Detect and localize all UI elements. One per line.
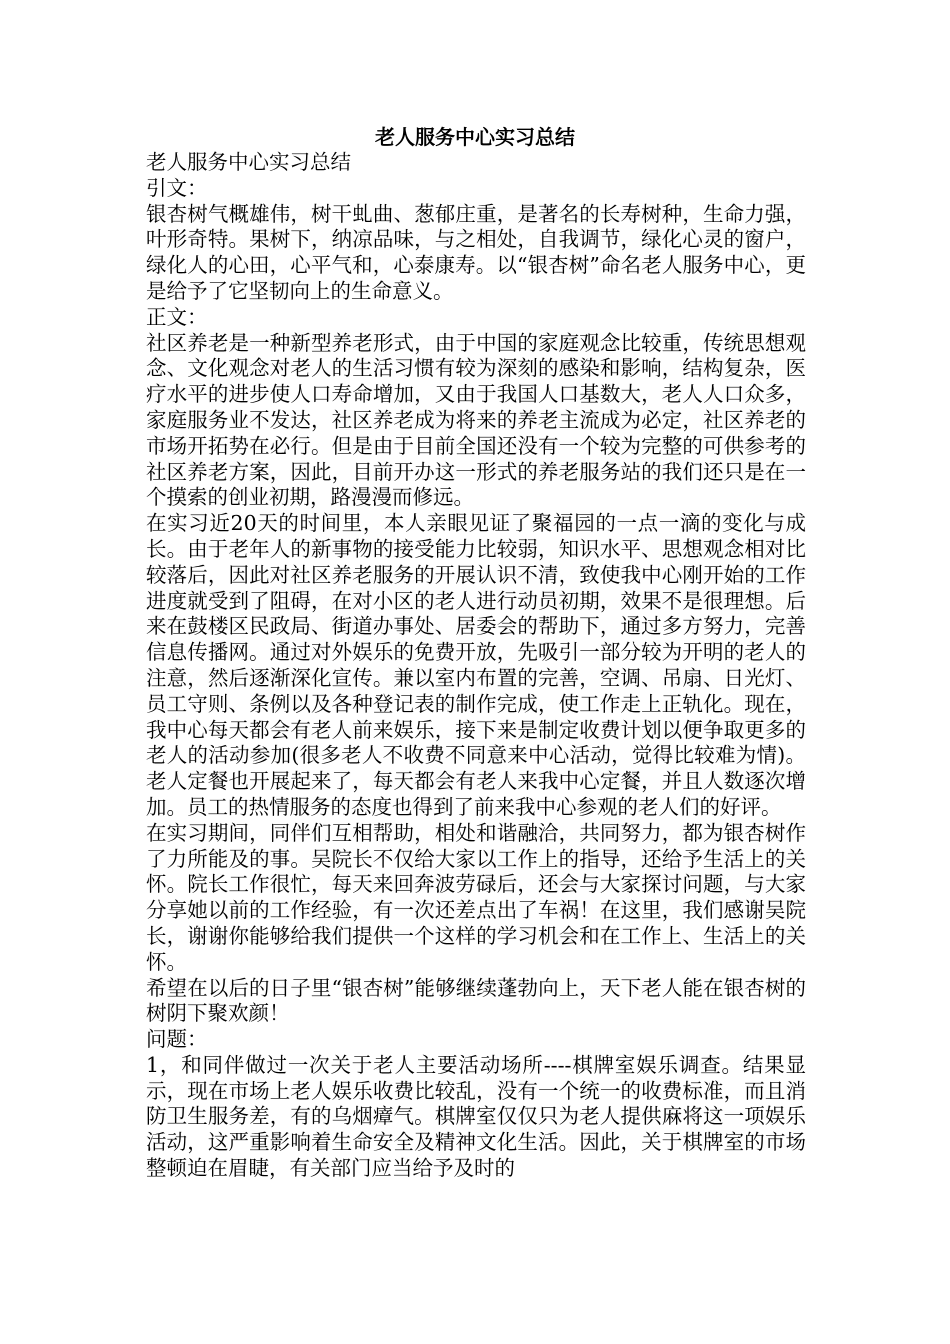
section-heading-intro: 引文： <box>146 175 208 200</box>
section-heading-main: 正文： <box>146 304 208 329</box>
paragraph-intro: 银杏树气概雄伟，树干虬曲、葱郁庄重，是著名的长寿树种，生命力强，叶形奇特。果树下，纳凉品味，与之相处，自我调节，绿化心灵的窗户，绿化人的心田，心平气和，心泰康寿。以“银杏树”命名老人服务中心，更是给予了它坚韧向上的生命意义。 <box>146 201 806 303</box>
paragraph-internship-experience: 在实习近20天的时间里，本人亲眼见证了聚福园的一点一滴的变化与成长。由于老年人的新事物的接受能力比较弱，知识水平、思想观念相对比较落后，因此对社区养老服务的开展认识不清，致使我中心刚开始的工作进度就受到了阻碍，在对小区的老人进行动员初期，效果不是很理想。后来在鼓楼区民政局、街道办事处、居委会的帮助下，通过多方努力，完善信息传播网。通过对外娱乐的免费开放，先吸引一部分较为开明的老人的注意，然后逐渐深化宣传。兼以室内布置的完善，空调、吊扇、日光灯、员工守则、条例以及各种登记表的制作完成，使工作走上正轨化。现在，我中心每天都会有老人前来娱乐，接下来是制定收费计划以便争取更多的老人的活动参加(很多老人不收费不同意来中心活动，觉得比较难为情)。老人定餐也开展起来了，每天都会有老人来我中心定餐，并且人数逐次增加。员工的热情服务的态度也得到了前来我中心参观的老人们的好评。 <box>146 511 806 819</box>
subtitle-line: 老人服务中心实习总结 <box>146 150 351 174</box>
document-body <box>146 150 806 1182</box>
paragraph-problem-1: 1，和同伴做过一次关于老人主要活动场所----棋牌室娱乐调查。结果显示，现在市场上老人娱乐收费比较乱，没有一个统一的收费标准，而且消防卫生服务差，有的乌烟瘴气。棋牌室仅仅只为老人提供麻将这一项娱乐活动，这严重影响着生命安全及精神文化生活。因此，关于棋牌室的市场整顿迫在眉睫，有关部门应当给予及时的 <box>146 1052 806 1181</box>
paragraph-teamwork: 在实习期间，同伴们互相帮助，相处和谐融洽，共同努力，都为银杏树作了力所能及的事。吴院长不仅给大家以工作上的指导，还给予生活上的关怀。院长工作很忙，每天来回奔波劳碌后，还会与大家探讨问题，与大家分享她以前的工作经验，有一次还差点出了车祸！在这里，我们感谢吴院长，谢谢你能够给我们提供一个这样的学习机会和在工作上、生活上的关怀。 <box>146 820 806 974</box>
paragraph-hope: 希望在以后的日子里“银杏树”能够继续蓬勃向上，天下老人能在银杏树的树阴下聚欢颜！ <box>146 975 806 1026</box>
paragraph-community-care: 社区养老是一种新型养老形式，由于中国的家庭观念比较重，传统思想观念、文化观念对老人的生活习惯有较为深刻的感染和影响，结构复杂，医疗水平的进步使人口寿命增加，又由于我国人口基数大，老人人口众多，家庭服务业不发达，社区养老成为将来的养老主流成为必定，社区养老的市场开拓势在必行。但是由于目前全国还没有一个较为完整的可供参考的社区养老方案，因此，目前开办这一形式的养老服务站的我们还只是在一个摸索的创业初期，路漫漫而修远。 <box>146 330 806 510</box>
section-heading-problems: 问题： <box>146 1027 208 1052</box>
document-title: 老人服务中心实习总结 <box>375 125 575 149</box>
